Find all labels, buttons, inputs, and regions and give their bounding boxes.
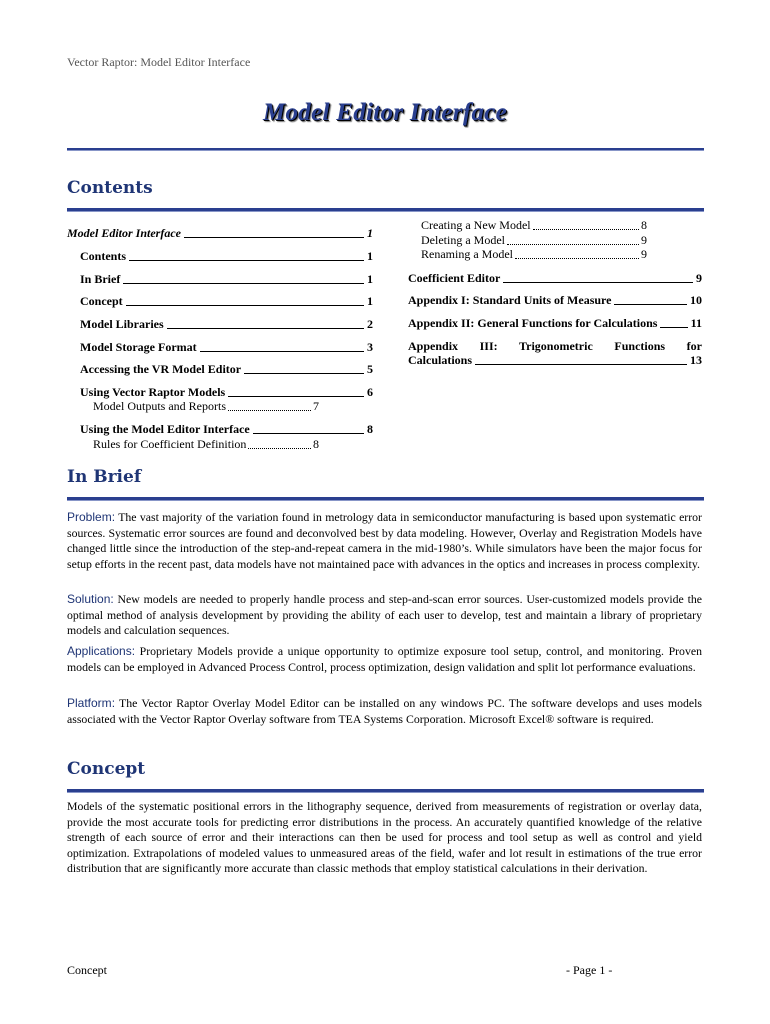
toc-entry-page: 9 [641,233,647,247]
toc-entry[interactable] [80,272,373,287]
toc-leader [507,243,639,245]
title-rule [67,148,704,151]
toc-leader [167,327,364,329]
toc-leader [515,257,639,259]
toc-entry-label: Concept [80,294,123,308]
problem-lead: Problem [67,510,112,524]
toc-entry-label: Renaming a Model [421,247,513,261]
toc-entry-label: Model Storage Format [80,340,197,354]
footer-section-name: Concept [67,963,107,977]
toc-entry-label: Calculations [408,353,473,367]
toc-entry-label: Appendix II: General Functions for Calculations [408,316,658,330]
platform-paragraph: Platform: The Vector Raptor Overlay Model Editor can be installed on any windows PC. The software develops and uses models associated with the Vector Raptor Overlay software from TEA Systems Corporation. Microsoft Excel® software is required. [67,696,702,726]
applications-text: Proprietary Models provide a unique opportunity to optimize exposure tool setup, control, and monitoring. Proven models can be employed in Advanced Process Control, process optimization, design validation and split lot performance evaluations. [67,644,702,674]
toc-leader [503,281,693,283]
toc-leader [129,259,364,261]
applications-lead: Applications [67,644,132,658]
toc-entry-page: 8 [367,422,373,436]
toc-entry-page: 1 [367,272,373,286]
toc-subentry[interactable] [93,399,319,414]
toc-entry-label: Accessing the VR Model Editor [80,362,242,376]
in-brief-rule [67,497,704,501]
toc-entry[interactable] [80,294,373,309]
toc-leader [184,236,364,238]
toc-entry-page: 1 [367,226,373,240]
toc-entry-page: 2 [367,317,373,331]
toc-entry-page: 1 [367,249,373,263]
contents-heading: Contents [67,178,153,198]
applications-paragraph: Applications: Proprietary Models provide a unique opportunity to optimize exposure tool setup, control, and monitoring. Proven models can be employed in Advanced Process Control, process optimization, design validation and split lot performance evaluations. [67,644,702,674]
toc-leader [244,372,364,374]
toc-entry[interactable] [67,226,373,241]
toc-entry-label: Contents [80,249,127,263]
toc-entry[interactable] [408,271,702,286]
toc-leader [228,409,311,411]
toc-entry[interactable] [408,293,702,308]
toc-leader [475,363,687,365]
toc-entry-label: Creating a New Model [421,218,531,232]
toc-entry[interactable] [80,362,373,377]
toc-leader [253,432,364,434]
toc-entry-page: 3 [367,340,373,354]
toc-entry-page: 8 [313,437,319,451]
toc-entry-label: Coefficient Editor [408,271,501,285]
toc-entry[interactable] [80,317,373,332]
solution-text: New models are needed to properly handle process and step-and-scan error sources. User-customized models provide the optimal method of analysis development by providing the ability of each user to develop, test and maintain a library of proprietary models and calculation sequences. [67,592,703,638]
toc-entry-page: 11 [690,316,702,330]
toc-leader [123,282,364,284]
concept-paragraph: Models of the systematic positional errors in the lithography sequence, derived from measurements of registration or overlay data, provide the most accurate tools for predicting error distributions in the process. An accurately quantified knowledge of the relative strength of each source of error and their interactions can then be used for process and tool setup as well as control and yield optimization. Extrapolations of modeled values to unmeasured areas of the field, wafer and lot result in estimations of the true error distribution that are significantly more accurate than classic methods that employ statistical calculations in their derivation. [67,799,702,876]
toc-entry-page: 6 [367,385,373,399]
toc-entry-page: 9 [641,247,647,261]
toc-entry-label: Model Editor Interface [67,226,181,240]
problem-text: The vast majority of the variation found in metrology data in semiconductor manufacturing is based upon systematic error sources. Systematic error sources are found and deconvolved best by data modeling. However, Overlay and Registration Models have changed little since the introduction of the step-and-repeat camera in the mid-1980’s. While simulators have been the major focus for setup efforts in the recent past, data models have not maintained pace with advances in the optics and increases in process complexity. [67,510,702,571]
toc-entry[interactable] [80,249,373,264]
toc-subentry[interactable] [421,247,647,262]
toc-entry[interactable] [80,385,373,400]
problem-paragraph: Problem: The vast majority of the variation found in metrology data in semiconductor manufacturing is based upon systematic error sources. Systematic error sources are found and deconvolved best by data modeling. However, Overlay and Registration Models have changed little since the introduction of the step-and-repeat camera in the mid-1980’s. While simulators have been the major focus for setup efforts in the recent past, data models have not maintained pace with advances in the optics and increases in process complexity. [67,510,702,571]
platform-text: The Vector Raptor Overlay Model Editor can be installed on any windows PC. The software develops and uses models associated with the Vector Raptor Overlay software from TEA Systems Corporation. Microsoft Excel® software is required. [67,696,702,726]
contents-rule [67,208,704,212]
toc-entry[interactable] [80,422,373,437]
toc-leader [248,447,311,449]
toc-leader [200,350,364,352]
toc-entry[interactable] [408,316,702,331]
footer-page-number: - Page 1 - [566,963,613,977]
toc-leader [614,303,687,305]
toc-entry-label: Model Libraries [80,317,164,331]
toc-entry-label: In Brief [80,272,121,286]
concept-rule [67,789,704,793]
toc-subentry[interactable] [421,233,647,248]
toc-leader [660,326,687,328]
toc-entry-page: 10 [690,293,702,307]
toc-entry-page: 7 [313,399,319,413]
toc-entry-label: Appendix I: Standard Units of Measure [408,293,612,307]
running-header: Vector Raptor: Model Editor Interface [67,55,251,69]
solution-paragraph: Solution: New models are needed to properly handle process and step-and-scan error sources. User-customized models provide the optimal method of analysis development by providing the ability of each user to develop, test and maintain a library of proprietary models and calculation sequences. [67,592,703,638]
toc-entry-page: 8 [641,218,647,232]
toc-entry-label: Rules for Coefficient Definition [93,437,247,451]
toc-leader [228,395,364,397]
concept-heading: Concept [67,759,146,779]
platform-lead: Platform [67,696,112,710]
toc-entry-label-line1[interactable]: Appendix III: Trigonometric Functions for [408,339,702,353]
in-brief-heading: In Brief [67,467,142,487]
toc-entry-label: Deleting a Model [421,233,505,247]
toc-entry[interactable] [80,340,373,355]
solution-lead: Solution [67,592,111,606]
toc-entry-page: 9 [696,271,702,285]
toc-subentry[interactable] [421,218,647,233]
toc-entry-label: Model Outputs and Reports [93,399,226,413]
toc-entry-label: Using Vector Raptor Models [80,385,226,399]
toc-entry-page: 13 [690,353,702,367]
document-title: Model Editor Interface [262,99,508,126]
toc-entry-page: 5 [367,362,373,376]
toc-subentry[interactable] [93,437,319,452]
toc-entry-page: 1 [367,294,373,308]
toc-entry[interactable] [408,353,702,368]
toc-leader [126,304,364,306]
toc-entry-label: Using the Model Editor Interface [80,422,250,436]
toc-leader [533,228,639,230]
